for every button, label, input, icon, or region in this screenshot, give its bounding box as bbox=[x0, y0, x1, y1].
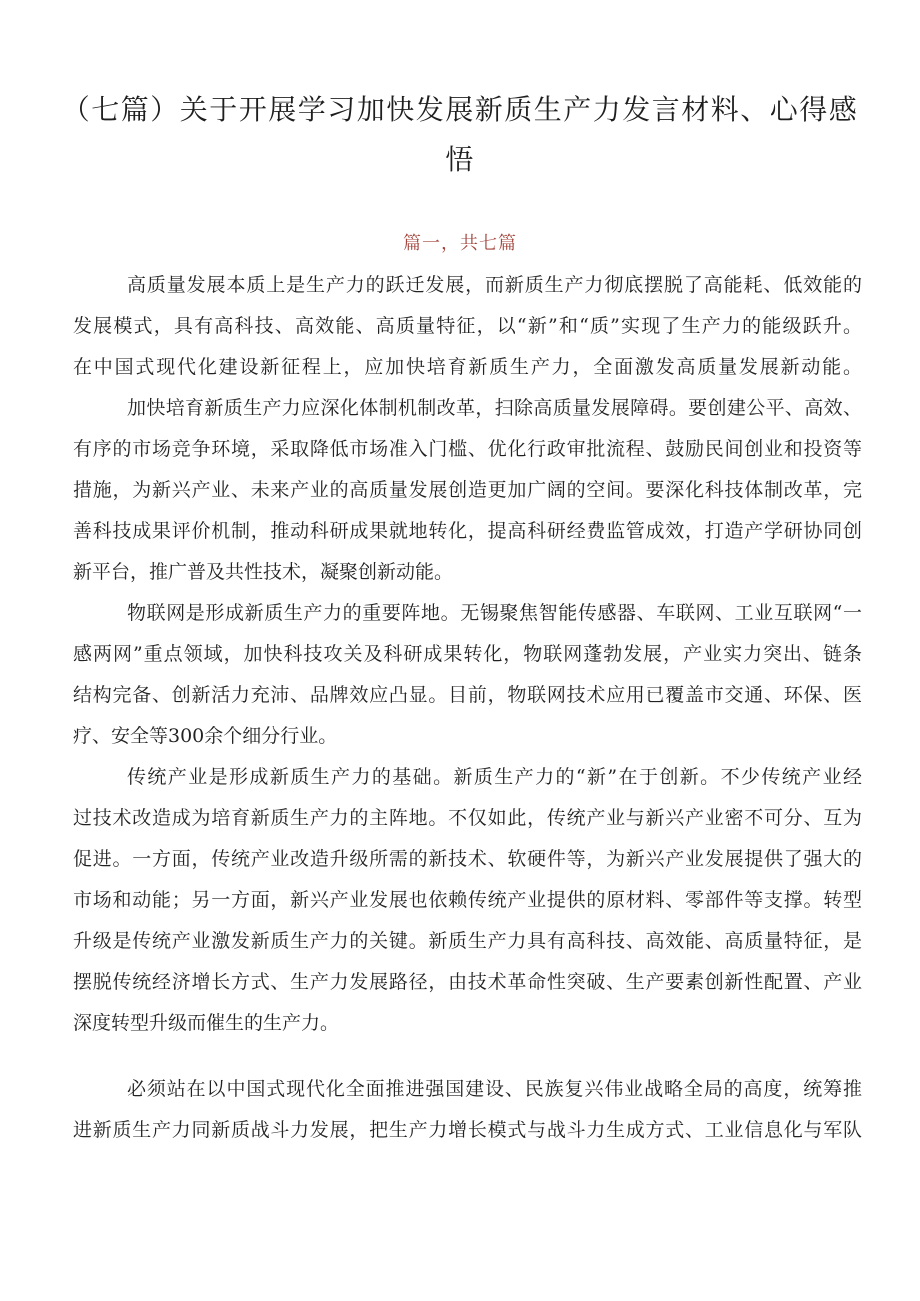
document-title bbox=[60, 85, 860, 185]
paragraph-line: 传统产业是形成新质生产力的基础。新质生产力的“新”在于创新。不少传统产业经 bbox=[127, 766, 862, 788]
paragraph-line: 深度转型升级而催生的生产力。 bbox=[73, 1012, 340, 1034]
paragraph-line: 物联网是形成新质生产力的重要阵地。无锡聚焦智能传感器、车联网、工业互联网“一 bbox=[127, 602, 862, 624]
paragraph-line: 必须站在以中国式现代化全面推进强国建设、民族复兴伟业战略全局的高度，统筹推 bbox=[127, 1078, 862, 1100]
paragraph-line: 在中国式现代化建设新征程上，应加快培育新质生产力，全面激发高质量发展新动能。 bbox=[73, 356, 862, 378]
paragraph-line: 有序的市场竞争环境，采取降低市场准入门槛、优化行政审批流程、鼓励民间创业和投资等 bbox=[73, 438, 862, 460]
paragraph-line: 新平台，推广普及共性技术，凝聚创新动能。 bbox=[73, 561, 454, 583]
title-line: （七篇）关于开展学习加快发展新质生产力发言材料、心得感 bbox=[61, 93, 859, 126]
paragraph-3 bbox=[73, 593, 862, 757]
paragraph-line: 进新质生产力同新质战斗力发展，把生产力增长模式与战斗力生成方式、工业信息化与军队 bbox=[73, 1119, 862, 1141]
paragraph-4 bbox=[73, 757, 862, 1044]
paragraph-5 bbox=[73, 1069, 862, 1151]
paragraph-line: 结构完备、创新活力充沛、品牌效应凸显。目前，物联网技术应用已覆盖市交通、环保、医 bbox=[73, 684, 862, 706]
title-line: 悟 bbox=[445, 143, 475, 176]
paragraph-line: 高质量发展本质上是生产力的跃迁发展，而新质生产力彻底摆脱了高能耗、低效能的 bbox=[127, 274, 862, 296]
section-subtitle: 篇一，共七篇 bbox=[403, 233, 517, 254]
paragraph-line: 市场和动能；另一方面，新兴产业发展也依赖传统产业提供的原材料、零部件等支撑。转型 bbox=[73, 889, 862, 911]
paragraph-2 bbox=[73, 388, 862, 593]
paragraph-line: 摆脱传统经济增长方式、生产力发展路径，由技术革命性突破、生产要素创新性配置、产业 bbox=[73, 971, 862, 993]
paragraph-line: 善科技成果评价机制，推动科研成果就地转化，提高科研经费监管成效，打造产学研协同创 bbox=[73, 520, 862, 542]
paragraph-1 bbox=[73, 265, 862, 388]
document-body bbox=[73, 265, 862, 1151]
paragraph-line: 措施，为新兴产业、未来产业的高质量发展创造更加广阔的空间。要深化科技体制改革，完 bbox=[73, 479, 862, 501]
paragraph-line: 发展模式，具有高科技、高效能、高质量特征，以“新”和“质”实现了生产力的能级跃升。 bbox=[73, 315, 862, 337]
paragraph-line: 促进。一方面，传统产业改造升级所需的新技术、软硬件等，为新兴产业发展提供了强大的 bbox=[73, 848, 862, 870]
paragraph-line: 升级是传统产业激发新质生产力的关键。新质生产力具有高科技、高效能、高质量特征，是 bbox=[73, 930, 862, 952]
paragraph-line: 疗、安全等300余个细分行业。 bbox=[73, 725, 338, 747]
paragraph-line: 过技术改造成为培育新质生产力的主阵地。不仅如此，传统产业与新兴产业密不可分、互为 bbox=[73, 807, 862, 829]
paragraph-line: 加快培育新质生产力应深化体制机制改革，扫除高质量发展障碍。要创建公平、高效、 bbox=[127, 397, 862, 419]
paragraph-line: 感两网”重点领域，加快科技攻关及科研成果转化，物联网蓬勃发展，产业实力突出、链条 bbox=[73, 643, 862, 665]
